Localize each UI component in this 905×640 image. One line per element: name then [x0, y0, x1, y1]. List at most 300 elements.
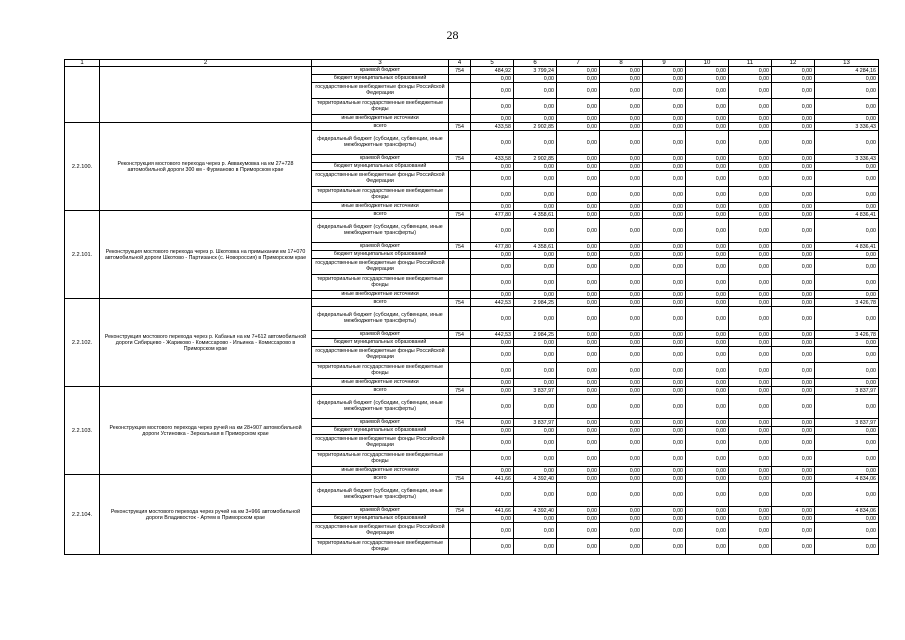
value-cell: 0,00 — [772, 331, 815, 339]
value-cell: 0,00 — [729, 75, 772, 83]
admin-code-cell: 754 — [449, 507, 471, 515]
value-cell: 0,00 — [600, 171, 643, 187]
value-cell: 0,00 — [471, 75, 514, 83]
value-cell: 0,00 — [643, 203, 686, 211]
value-cell: 0,00 — [729, 523, 772, 539]
value-cell: 0,00 — [772, 347, 815, 363]
value-cell: 0,00 — [600, 187, 643, 203]
value-cell: 0,00 — [600, 427, 643, 435]
source-cell: бюджет муниципальных образований — [312, 339, 449, 347]
header-row — [65, 60, 879, 67]
value-cell: 0,00 — [815, 115, 879, 123]
value-cell: 0,00 — [471, 483, 514, 507]
admin-code-cell — [449, 427, 471, 435]
value-cell: 0,00 — [471, 115, 514, 123]
value-cell: 0,00 — [557, 483, 600, 507]
value-cell: 0,00 — [514, 347, 557, 363]
value-cell: 0,00 — [772, 427, 815, 435]
value-cell: 0,00 — [514, 483, 557, 507]
value-cell: 0,00 — [686, 507, 729, 515]
value-cell: 0,00 — [772, 203, 815, 211]
value-cell: 0,00 — [686, 115, 729, 123]
value-cell: 2 984,25 — [514, 331, 557, 339]
value-cell: 0,00 — [686, 363, 729, 379]
value-cell: 0,00 — [643, 275, 686, 291]
value-cell: 0,00 — [686, 539, 729, 555]
value-cell: 0,00 — [815, 83, 879, 99]
value-cell: 0,00 — [772, 251, 815, 259]
value-cell: 0,00 — [772, 259, 815, 275]
value-cell: 0,00 — [686, 299, 729, 307]
header-cell: 13 — [815, 60, 879, 67]
value-cell: 0,00 — [686, 451, 729, 467]
value-cell: 0,00 — [643, 387, 686, 395]
value-cell: 442,53 — [471, 331, 514, 339]
value-cell: 0,00 — [815, 339, 879, 347]
source-cell: государственные внебюджетные фонды Российской Федерации — [312, 259, 449, 275]
value-cell: 0,00 — [729, 475, 772, 483]
value-cell: 0,00 — [600, 387, 643, 395]
value-cell: 0,00 — [729, 163, 772, 171]
admin-code-cell — [449, 251, 471, 259]
value-cell: 0,00 — [557, 99, 600, 115]
value-cell: 0,00 — [772, 291, 815, 299]
value-cell: 0,00 — [600, 291, 643, 299]
value-cell: 0,00 — [772, 67, 815, 75]
source-cell: территориальные государственные внебюджетные фонды — [312, 451, 449, 467]
value-cell: 0,00 — [643, 243, 686, 251]
value-cell: 0,00 — [600, 99, 643, 115]
value-cell: 0,00 — [600, 339, 643, 347]
admin-code-cell — [449, 115, 471, 123]
value-cell: 0,00 — [557, 427, 600, 435]
admin-code-cell — [449, 99, 471, 115]
value-cell: 0,00 — [557, 475, 600, 483]
value-cell: 0,00 — [686, 331, 729, 339]
table-row — [65, 123, 879, 131]
value-cell: 0,00 — [514, 115, 557, 123]
value-cell: 0,00 — [772, 307, 815, 331]
table-row — [65, 299, 879, 307]
value-cell: 3 426,78 — [815, 299, 879, 307]
admin-code-cell: 754 — [449, 243, 471, 251]
value-cell: 0,00 — [514, 171, 557, 187]
value-cell: 0,00 — [772, 219, 815, 243]
value-cell: 0,00 — [729, 291, 772, 299]
project-name: Реконструкция мостового перехода через р. Шкотовка на примыкании км 17+070 автомобильной дороги Шкотово - Партизанск (с. Новороссия) в Приморском крае — [100, 211, 312, 299]
source-cell: краевой бюджет — [312, 507, 449, 515]
value-cell: 0,00 — [643, 331, 686, 339]
value-cell: 0,00 — [815, 539, 879, 555]
project-name: Реконструкция мостового перехода через ручей на км 3+966 автомобильной дороги Владивосток - Артем в Приморском крае — [100, 475, 312, 555]
value-cell: 0,00 — [815, 435, 879, 451]
header-cell: 12 — [772, 60, 815, 67]
value-cell: 0,00 — [557, 387, 600, 395]
value-cell: 0,00 — [643, 163, 686, 171]
value-cell: 0,00 — [514, 435, 557, 451]
value-cell: 0,00 — [643, 483, 686, 507]
value-cell: 0,00 — [729, 115, 772, 123]
header-cell: 10 — [686, 60, 729, 67]
value-cell: 0,00 — [772, 163, 815, 171]
admin-code-cell: 754 — [449, 211, 471, 219]
value-cell: 0,00 — [686, 419, 729, 427]
header-cell: 2 — [100, 60, 312, 67]
value-cell: 0,00 — [686, 83, 729, 99]
value-cell: 0,00 — [729, 251, 772, 259]
header-cell: 6 — [514, 60, 557, 67]
value-cell: 3 799,24 — [514, 67, 557, 75]
value-cell: 0,00 — [643, 155, 686, 163]
value-cell: 0,00 — [686, 163, 729, 171]
source-cell: всего — [312, 387, 449, 395]
value-cell: 0,00 — [514, 427, 557, 435]
value-cell: 0,00 — [772, 99, 815, 115]
value-cell: 0,00 — [686, 187, 729, 203]
admin-code-cell — [449, 363, 471, 379]
value-cell: 0,00 — [643, 259, 686, 275]
value-cell: 0,00 — [557, 123, 600, 131]
value-cell: 0,00 — [815, 187, 879, 203]
source-cell: государственные внебюджетные фонды Российской Федерации — [312, 435, 449, 451]
value-cell: 0,00 — [557, 395, 600, 419]
project-name: Реконструкция мостового перехода через р. Аввакумовка на км 27+728 автомобильной дороги 300 км - Фурманово в Приморском крае — [100, 123, 312, 211]
source-cell: федеральный бюджет (субсидии, субвенции, иные межбюджетные трансферты) — [312, 483, 449, 507]
value-cell: 0,00 — [729, 435, 772, 451]
value-cell: 0,00 — [772, 299, 815, 307]
value-cell: 0,00 — [514, 163, 557, 171]
value-cell: 0,00 — [471, 451, 514, 467]
value-cell: 0,00 — [600, 475, 643, 483]
value-cell: 0,00 — [471, 467, 514, 475]
value-cell: 0,00 — [600, 203, 643, 211]
source-cell: всего — [312, 211, 449, 219]
value-cell: 0,00 — [600, 163, 643, 171]
value-cell: 0,00 — [643, 299, 686, 307]
value-cell: 3 837,97 — [514, 387, 557, 395]
value-cell: 441,66 — [471, 475, 514, 483]
value-cell: 0,00 — [471, 339, 514, 347]
value-cell: 4 834,06 — [815, 507, 879, 515]
value-cell: 0,00 — [514, 515, 557, 523]
value-cell: 0,00 — [815, 395, 879, 419]
header-cell: 7 — [557, 60, 600, 67]
admin-code-cell — [449, 435, 471, 451]
value-cell: 0,00 — [729, 363, 772, 379]
value-cell: 0,00 — [643, 131, 686, 155]
value-cell: 0,00 — [600, 539, 643, 555]
value-cell: 2 984,25 — [514, 299, 557, 307]
value-cell: 0,00 — [557, 299, 600, 307]
value-cell: 0,00 — [471, 307, 514, 331]
value-cell: 0,00 — [471, 163, 514, 171]
value-cell: 0,00 — [557, 67, 600, 75]
value-cell: 442,53 — [471, 299, 514, 307]
value-cell: 0,00 — [557, 523, 600, 539]
source-cell: государственные внебюджетные фонды Российской Федерации — [312, 523, 449, 539]
source-cell: краевой бюджет — [312, 155, 449, 163]
value-cell: 0,00 — [514, 339, 557, 347]
admin-code-cell — [449, 467, 471, 475]
value-cell: 0,00 — [471, 203, 514, 211]
value-cell: 0,00 — [815, 163, 879, 171]
value-cell: 0,00 — [729, 379, 772, 387]
value-cell: 0,00 — [686, 99, 729, 115]
value-cell: 0,00 — [772, 379, 815, 387]
value-cell: 0,00 — [686, 243, 729, 251]
value-cell: 0,00 — [686, 275, 729, 291]
source-cell: бюджет муниципальных образований — [312, 163, 449, 171]
value-cell: 4 358,61 — [514, 211, 557, 219]
value-cell: 0,00 — [729, 243, 772, 251]
value-cell: 0,00 — [514, 395, 557, 419]
value-cell: 0,00 — [471, 363, 514, 379]
value-cell: 0,00 — [557, 515, 600, 523]
source-cell: федеральный бюджет (субсидии, субвенции, иные межбюджетные трансферты) — [312, 395, 449, 419]
value-cell: 0,00 — [600, 67, 643, 75]
value-cell: 0,00 — [643, 435, 686, 451]
source-cell: территориальные государственные внебюджетные фонды — [312, 99, 449, 115]
value-cell: 0,00 — [772, 395, 815, 419]
value-cell: 0,00 — [471, 259, 514, 275]
value-cell: 0,00 — [471, 291, 514, 299]
value-cell: 0,00 — [600, 395, 643, 419]
value-cell: 0,00 — [729, 187, 772, 203]
value-cell: 0,00 — [643, 187, 686, 203]
table-row — [65, 387, 879, 395]
value-cell: 0,00 — [772, 419, 815, 427]
value-cell: 0,00 — [514, 523, 557, 539]
admin-code-cell — [449, 275, 471, 291]
table-row — [65, 67, 879, 75]
value-cell: 0,00 — [815, 219, 879, 243]
value-cell: 0,00 — [686, 123, 729, 131]
value-cell: 0,00 — [643, 75, 686, 83]
value-cell: 0,00 — [815, 483, 879, 507]
value-cell: 0,00 — [729, 331, 772, 339]
value-cell: 0,00 — [686, 427, 729, 435]
value-cell: 0,00 — [471, 99, 514, 115]
value-cell: 0,00 — [643, 539, 686, 555]
project-code: 2.2.100. — [65, 123, 100, 211]
value-cell: 4 392,40 — [514, 507, 557, 515]
value-cell: 0,00 — [471, 539, 514, 555]
value-cell: 0,00 — [729, 419, 772, 427]
value-cell: 441,66 — [471, 507, 514, 515]
value-cell: 0,00 — [815, 259, 879, 275]
admin-code-cell: 754 — [449, 419, 471, 427]
value-cell: 0,00 — [471, 379, 514, 387]
value-cell: 0,00 — [686, 467, 729, 475]
value-cell: 0,00 — [815, 307, 879, 331]
value-cell: 0,00 — [471, 395, 514, 419]
value-cell: 0,00 — [557, 339, 600, 347]
value-cell: 0,00 — [471, 131, 514, 155]
value-cell: 0,00 — [557, 131, 600, 155]
value-cell: 0,00 — [600, 299, 643, 307]
value-cell: 0,00 — [557, 115, 600, 123]
value-cell: 0,00 — [600, 363, 643, 379]
value-cell: 4 836,41 — [815, 211, 879, 219]
admin-code-cell: 754 — [449, 155, 471, 163]
admin-code-cell — [449, 523, 471, 539]
value-cell: 0,00 — [729, 203, 772, 211]
value-cell: 0,00 — [643, 347, 686, 363]
value-cell: 0,00 — [557, 379, 600, 387]
value-cell: 433,58 — [471, 123, 514, 131]
value-cell: 0,00 — [557, 211, 600, 219]
admin-code-cell: 754 — [449, 475, 471, 483]
value-cell: 0,00 — [643, 395, 686, 419]
value-cell: 0,00 — [686, 75, 729, 83]
value-cell: 0,00 — [686, 155, 729, 163]
value-cell: 0,00 — [686, 515, 729, 523]
value-cell: 0,00 — [600, 515, 643, 523]
admin-code-cell — [449, 187, 471, 203]
source-cell: бюджет муниципальных образований — [312, 75, 449, 83]
value-cell: 0,00 — [686, 339, 729, 347]
admin-code-cell — [449, 163, 471, 171]
value-cell: 0,00 — [600, 507, 643, 515]
value-cell: 4 834,06 — [815, 475, 879, 483]
table-body — [65, 60, 879, 555]
value-cell: 0,00 — [729, 339, 772, 347]
value-cell: 3 426,78 — [815, 331, 879, 339]
value-cell: 0,00 — [686, 67, 729, 75]
value-cell: 0,00 — [643, 379, 686, 387]
value-cell: 0,00 — [643, 523, 686, 539]
admin-code-cell: 754 — [449, 67, 471, 75]
value-cell: 0,00 — [815, 515, 879, 523]
admin-code-cell — [449, 483, 471, 507]
value-cell: 0,00 — [686, 251, 729, 259]
value-cell: 2 902,85 — [514, 155, 557, 163]
value-cell: 0,00 — [643, 419, 686, 427]
value-cell: 0,00 — [557, 419, 600, 427]
value-cell: 0,00 — [514, 451, 557, 467]
source-cell: краевой бюджет — [312, 419, 449, 427]
value-cell: 0,00 — [557, 331, 600, 339]
value-cell: 0,00 — [643, 67, 686, 75]
value-cell: 0,00 — [686, 387, 729, 395]
admin-code-cell — [449, 75, 471, 83]
value-cell: 0,00 — [772, 523, 815, 539]
value-cell: 0,00 — [643, 475, 686, 483]
value-cell: 3 336,43 — [815, 123, 879, 131]
admin-code-cell — [449, 379, 471, 387]
value-cell: 2 902,85 — [514, 123, 557, 131]
value-cell: 0,00 — [729, 395, 772, 419]
admin-code-cell — [449, 307, 471, 331]
value-cell: 0,00 — [643, 171, 686, 187]
value-cell: 3 837,97 — [815, 387, 879, 395]
admin-code-cell — [449, 339, 471, 347]
value-cell: 0,00 — [772, 83, 815, 99]
value-cell: 0,00 — [643, 451, 686, 467]
project-name: Реконструкция мостового перехода через р. Кабанья на км 7+612 автомобильной дороги Сибирцево - Жариково - Комиссарово - Ильинка - Комиссарово в Приморском крае — [100, 299, 312, 387]
value-cell: 0,00 — [815, 251, 879, 259]
admin-code-cell — [449, 515, 471, 523]
value-cell: 0,00 — [600, 123, 643, 131]
value-cell: 0,00 — [686, 211, 729, 219]
value-cell: 0,00 — [686, 219, 729, 243]
value-cell: 0,00 — [514, 75, 557, 83]
value-cell: 477,80 — [471, 243, 514, 251]
value-cell: 0,00 — [600, 155, 643, 163]
value-cell: 0,00 — [686, 259, 729, 275]
value-cell: 0,00 — [557, 83, 600, 99]
value-cell: 0,00 — [686, 131, 729, 155]
value-cell: 0,00 — [686, 523, 729, 539]
project-code: 2.2.103. — [65, 387, 100, 475]
source-cell: иные внебюджетные источники — [312, 379, 449, 387]
source-cell: федеральный бюджет (субсидии, субвенции, иные межбюджетные трансферты) — [312, 307, 449, 331]
admin-code-cell: 754 — [449, 387, 471, 395]
source-cell: территориальные государственные внебюджетные фонды — [312, 363, 449, 379]
value-cell: 0,00 — [815, 99, 879, 115]
value-cell: 0,00 — [600, 523, 643, 539]
value-cell: 0,00 — [514, 291, 557, 299]
value-cell: 0,00 — [471, 435, 514, 451]
value-cell: 0,00 — [729, 539, 772, 555]
value-cell: 0,00 — [600, 243, 643, 251]
admin-code-cell — [449, 539, 471, 555]
value-cell: 0,00 — [557, 163, 600, 171]
value-cell: 0,00 — [815, 291, 879, 299]
value-cell: 0,00 — [514, 251, 557, 259]
admin-code-cell — [449, 171, 471, 187]
value-cell: 0,00 — [514, 275, 557, 291]
admin-code-cell — [449, 291, 471, 299]
value-cell: 0,00 — [600, 115, 643, 123]
value-cell: 0,00 — [729, 347, 772, 363]
source-cell: иные внебюджетные источники — [312, 291, 449, 299]
value-cell: 0,00 — [600, 259, 643, 275]
source-cell: государственные внебюджетные фонды Российской Федерации — [312, 171, 449, 187]
source-cell: бюджет муниципальных образований — [312, 427, 449, 435]
value-cell: 0,00 — [772, 171, 815, 187]
value-cell: 0,00 — [600, 211, 643, 219]
source-cell: краевой бюджет — [312, 243, 449, 251]
value-cell: 0,00 — [643, 307, 686, 331]
value-cell: 0,00 — [600, 467, 643, 475]
value-cell: 433,58 — [471, 155, 514, 163]
value-cell: 0,00 — [600, 83, 643, 99]
value-cell: 0,00 — [643, 99, 686, 115]
admin-code-cell — [449, 395, 471, 419]
value-cell: 0,00 — [600, 483, 643, 507]
value-cell: 0,00 — [471, 251, 514, 259]
source-cell: всего — [312, 299, 449, 307]
value-cell: 0,00 — [514, 219, 557, 243]
value-cell: 0,00 — [686, 483, 729, 507]
value-cell: 0,00 — [772, 75, 815, 83]
value-cell: 0,00 — [514, 259, 557, 275]
header-cell: 4 — [449, 60, 471, 67]
value-cell: 0,00 — [643, 339, 686, 347]
value-cell: 0,00 — [600, 219, 643, 243]
admin-code-cell — [449, 131, 471, 155]
page-number: 28 — [446, 28, 459, 42]
value-cell: 0,00 — [471, 427, 514, 435]
value-cell: 0,00 — [686, 203, 729, 211]
value-cell: 0,00 — [815, 379, 879, 387]
source-cell: государственные внебюджетные фонды Российской Федерации — [312, 83, 449, 99]
value-cell: 0,00 — [686, 379, 729, 387]
value-cell: 0,00 — [815, 523, 879, 539]
value-cell: 3 336,43 — [815, 155, 879, 163]
value-cell: 0,00 — [471, 523, 514, 539]
